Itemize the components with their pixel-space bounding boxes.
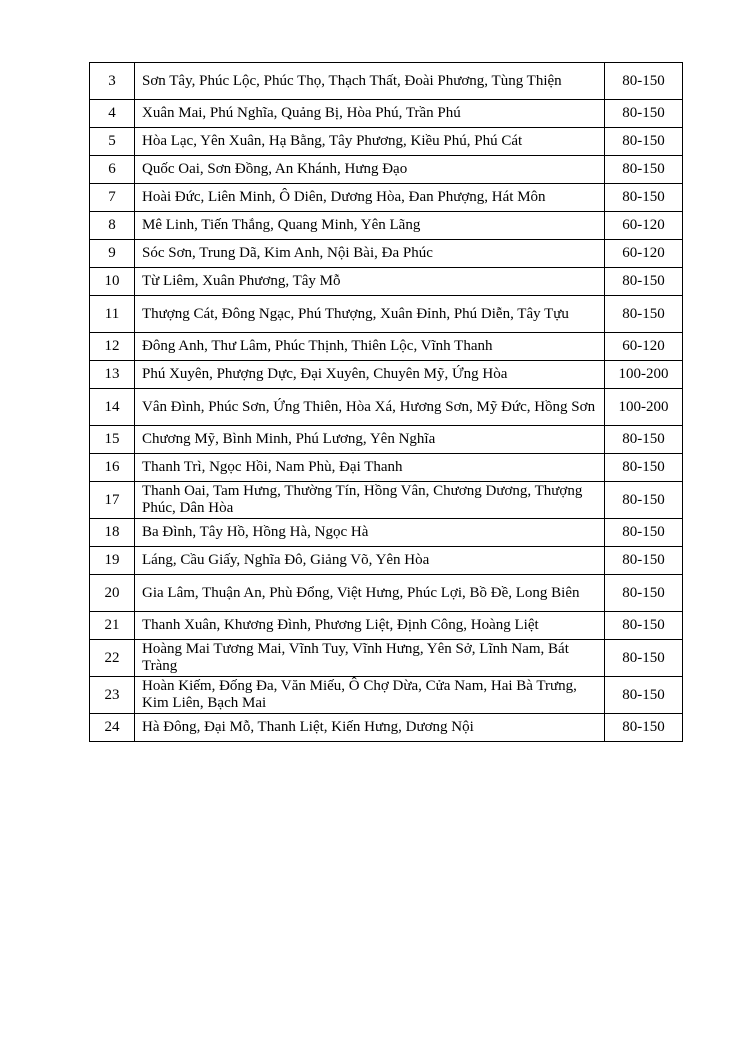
area-names-cell: Sóc Sơn, Trung Dã, Kim Anh, Nội Bài, Đa Phúc xyxy=(135,240,605,268)
value-range-cell: 80-150 xyxy=(605,547,683,575)
table-row xyxy=(90,389,683,426)
area-names-cell: Thanh Oai, Tam Hưng, Thường Tín, Hồng Vân, Chương Dương, Thượng Phúc, Dân Hòa xyxy=(135,482,605,519)
row-number-cell: 10 xyxy=(90,268,135,296)
value-range-cell: 80-150 xyxy=(605,268,683,296)
area-names-cell: Gia Lâm, Thuận An, Phù Đổng, Việt Hưng, Phúc Lợi, Bồ Đề, Long Biên xyxy=(135,575,605,612)
value-range-cell: 80-150 xyxy=(605,426,683,454)
table-row xyxy=(90,240,683,268)
area-names-cell: Mê Linh, Tiến Thắng, Quang Minh, Yên Lãng xyxy=(135,212,605,240)
table-row xyxy=(90,714,683,742)
table-row xyxy=(90,333,683,361)
value-range-cell: 60-120 xyxy=(605,240,683,268)
table-row xyxy=(90,296,683,333)
row-number-cell: 14 xyxy=(90,389,135,426)
value-range-cell: 80-150 xyxy=(605,482,683,519)
value-range-cell: 60-120 xyxy=(605,333,683,361)
table-body xyxy=(90,63,683,742)
area-names-cell: Phú Xuyên, Phượng Dực, Đại Xuyên, Chuyên Mỹ, Ứng Hòa xyxy=(135,361,605,389)
table-row xyxy=(90,361,683,389)
table-row xyxy=(90,63,683,100)
row-number-cell: 23 xyxy=(90,677,135,714)
area-names-cell: Hà Đông, Đại Mỗ, Thanh Liệt, Kiến Hưng, Dương Nội xyxy=(135,714,605,742)
area-names-cell: Thượng Cát, Đông Ngạc, Phú Thượng, Xuân Đỉnh, Phú Diễn, Tây Tựu xyxy=(135,296,605,333)
table-row xyxy=(90,575,683,612)
row-number-cell: 5 xyxy=(90,128,135,156)
row-number-cell: 15 xyxy=(90,426,135,454)
area-names-cell: Hoàng Mai Tương Mai, Vĩnh Tuy, Vĩnh Hưng, Yên Sở, Lĩnh Nam, Bát Tràng xyxy=(135,640,605,677)
row-number-cell: 11 xyxy=(90,296,135,333)
value-range-cell: 80-150 xyxy=(605,128,683,156)
table-row xyxy=(90,128,683,156)
area-names-cell: Xuân Mai, Phú Nghĩa, Quảng Bị, Hòa Phú, Trần Phú xyxy=(135,100,605,128)
table-row xyxy=(90,612,683,640)
value-range-cell: 80-150 xyxy=(605,575,683,612)
area-names-cell: Thanh Xuân, Khương Đình, Phương Liệt, Định Công, Hoàng Liệt xyxy=(135,612,605,640)
value-range-cell: 80-150 xyxy=(605,184,683,212)
table-row xyxy=(90,547,683,575)
row-number-cell: 20 xyxy=(90,575,135,612)
table-row xyxy=(90,677,683,714)
area-names-cell: Thanh Trì, Ngọc Hồi, Nam Phù, Đại Thanh xyxy=(135,454,605,482)
row-number-cell: 4 xyxy=(90,100,135,128)
row-number-cell: 12 xyxy=(90,333,135,361)
value-range-cell: 80-150 xyxy=(605,612,683,640)
value-range-cell: 80-150 xyxy=(605,100,683,128)
value-range-cell: 80-150 xyxy=(605,519,683,547)
value-range-cell: 80-150 xyxy=(605,640,683,677)
table-row xyxy=(90,156,683,184)
area-names-cell: Chương Mỹ, Bình Minh, Phú Lương, Yên Nghĩa xyxy=(135,426,605,454)
row-number-cell: 24 xyxy=(90,714,135,742)
table-row xyxy=(90,100,683,128)
row-number-cell: 22 xyxy=(90,640,135,677)
value-range-cell: 60-120 xyxy=(605,212,683,240)
table-row xyxy=(90,482,683,519)
area-names-cell: Láng, Cầu Giấy, Nghĩa Đô, Giảng Võ, Yên Hòa xyxy=(135,547,605,575)
value-range-cell: 80-150 xyxy=(605,454,683,482)
value-range-cell: 80-150 xyxy=(605,63,683,100)
table-row xyxy=(90,640,683,677)
value-range-cell: 100-200 xyxy=(605,361,683,389)
row-number-cell: 18 xyxy=(90,519,135,547)
value-range-cell: 80-150 xyxy=(605,714,683,742)
area-names-cell: Quốc Oai, Sơn Đồng, An Khánh, Hưng Đạo xyxy=(135,156,605,184)
row-number-cell: 3 xyxy=(90,63,135,100)
row-number-cell: 9 xyxy=(90,240,135,268)
row-number-cell: 16 xyxy=(90,454,135,482)
area-names-cell: Từ Liêm, Xuân Phương, Tây Mỗ xyxy=(135,268,605,296)
area-names-cell: Vân Đình, Phúc Sơn, Ứng Thiên, Hòa Xá, Hương Sơn, Mỹ Đức, Hồng Sơn xyxy=(135,389,605,426)
area-names-cell: Hòa Lạc, Yên Xuân, Hạ Bằng, Tây Phương, Kiều Phú, Phú Cát xyxy=(135,128,605,156)
table-row xyxy=(90,268,683,296)
row-number-cell: 8 xyxy=(90,212,135,240)
value-range-cell: 80-150 xyxy=(605,677,683,714)
area-names-cell: Ba Đình, Tây Hồ, Hồng Hà, Ngọc Hà xyxy=(135,519,605,547)
area-names-cell: Hoài Đức, Liên Minh, Ô Diên, Dương Hòa, Đan Phượng, Hát Môn xyxy=(135,184,605,212)
row-number-cell: 17 xyxy=(90,482,135,519)
table-row xyxy=(90,454,683,482)
value-range-cell: 80-150 xyxy=(605,156,683,184)
area-names-cell: Sơn Tây, Phúc Lộc, Phúc Thọ, Thạch Thất, Đoài Phương, Tùng Thiện xyxy=(135,63,605,100)
row-number-cell: 6 xyxy=(90,156,135,184)
area-names-cell: Đông Anh, Thư Lâm, Phúc Thịnh, Thiên Lộc, Vĩnh Thanh xyxy=(135,333,605,361)
row-number-cell: 19 xyxy=(90,547,135,575)
table-row xyxy=(90,426,683,454)
table-row xyxy=(90,212,683,240)
table-row xyxy=(90,519,683,547)
area-names-cell: Hoàn Kiếm, Đống Đa, Văn Miếu, Ô Chợ Dừa, Cửa Nam, Hai Bà Trưng, Kim Liên, Bạch Mai xyxy=(135,677,605,714)
zone-table xyxy=(89,62,683,742)
row-number-cell: 21 xyxy=(90,612,135,640)
value-range-cell: 100-200 xyxy=(605,389,683,426)
value-range-cell: 80-150 xyxy=(605,296,683,333)
row-number-cell: 7 xyxy=(90,184,135,212)
row-number-cell: 13 xyxy=(90,361,135,389)
table-row xyxy=(90,184,683,212)
